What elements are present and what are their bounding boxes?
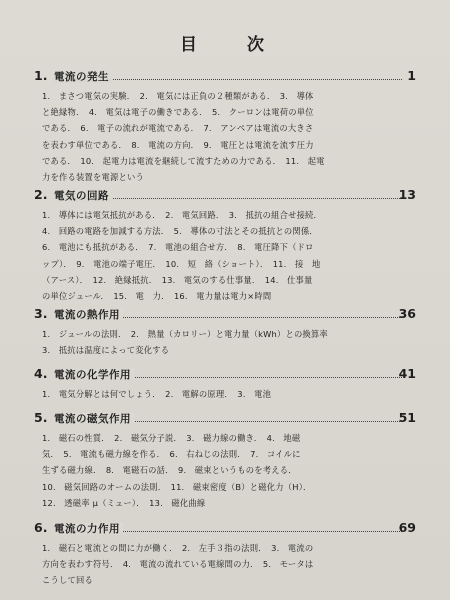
topic-line: 1. 磁石と電流との間に力が働く． 2. 左手３指の法則． 3. 電流の xyxy=(42,543,314,553)
section-number: 6. xyxy=(34,520,48,535)
section-topics xyxy=(42,207,416,304)
section-number: 5. xyxy=(34,410,48,425)
section-topics xyxy=(42,430,416,511)
topic-line: こうして回る xyxy=(42,575,93,586)
topic-line: 方向を表わす符号． 4. 電流の流れている電線間の力． 5. モータは xyxy=(42,559,314,570)
section-heading xyxy=(34,410,416,428)
topic-line: 12. 透磁率 μ（ミュー）． 13. 磁化曲線 xyxy=(42,497,206,508)
title-char-1: 目 xyxy=(180,35,203,55)
section-number: 3. xyxy=(34,306,48,321)
section-page-number: 41 xyxy=(398,366,416,381)
topic-line: 1. 導体には電気抵抗がある． 2. 電気回路． 3. 抵抗の組合せ接続． xyxy=(42,210,323,220)
topic-line: である． 10. 起電力は電流を継続して流すための力である． 11. 起電 xyxy=(42,155,325,166)
section-title: 電流の化学作用 xyxy=(54,369,134,381)
section-heading xyxy=(34,306,416,324)
toc-section-2 xyxy=(34,187,416,304)
section-number: 1. xyxy=(34,68,48,83)
section-title: 電気の回路 xyxy=(54,190,112,202)
section-title: 電流の力作用 xyxy=(54,523,123,535)
section-page-number: 13 xyxy=(398,187,416,202)
topic-line: 1. まさつ電気の実験． 2. 電気には正負の２種類がある． 3. 導体 xyxy=(42,91,314,101)
topic-line: 10. 磁気回路のオームの法則． 11. 磁束密度（B）と磁化力（H）． xyxy=(42,481,312,492)
section-page-number: 51 xyxy=(398,410,416,425)
section-page-number: 36 xyxy=(398,306,416,321)
topic-line: と絶縁物． 4. 電気は電子の働きである． 5. クーロンは電荷の単位 xyxy=(42,107,314,118)
section-heading xyxy=(34,68,416,86)
section-page-number: 1 xyxy=(407,68,416,83)
section-heading xyxy=(34,187,416,205)
section-topics xyxy=(42,326,416,358)
toc-section-1 xyxy=(34,68,416,185)
topic-line: 1. ジュールの法則． 2. 熱量（カロリー）と電力量（kWh）との換算率 xyxy=(42,329,328,339)
topic-line: 気． 5. 電流も磁力線を作る． 6. 右ねじの法則． 7. コイルに xyxy=(42,449,301,460)
topic-line: を表わす単位である． 8. 電流の方向． 9. 電圧とは電流を流す圧力 xyxy=(42,139,314,150)
toc-section-3 xyxy=(34,306,416,358)
section-heading xyxy=(34,520,416,538)
topic-line: 3. 抵抗は温度によって変化する xyxy=(42,345,170,356)
topic-line: ップ）． 9. 電池の端子電圧． 10. 短 絡（ショート）． 11. 接 地 xyxy=(42,258,321,269)
section-topics xyxy=(42,540,416,589)
topic-line: の単位ジュール． 15. 電 力． 16. 電力量は電力×時間 xyxy=(42,291,272,302)
toc-section-6 xyxy=(34,520,416,589)
section-page-number: 69 xyxy=(398,520,416,535)
section-number: 4. xyxy=(34,366,48,381)
topic-line: 1. 電気分解とは何でしょう． 2. 電解の原理． 3. 電池 xyxy=(42,389,272,399)
toc-section-5 xyxy=(34,410,416,511)
section-number: 2. xyxy=(34,187,48,202)
topic-line: 6. 電池にも抵抗がある． 7. 電池の組合せ方． 8. 電圧降下（ドロ xyxy=(42,242,314,253)
section-heading xyxy=(34,366,416,384)
topic-line: 力を作る装置を電源という xyxy=(42,172,144,183)
topic-line: 1. 磁石の性質． 2. 磁気分子説． 3. 磁力線の働き． 4. 地磁 xyxy=(42,433,301,443)
section-title: 電流の発生 xyxy=(54,71,112,83)
section-title: 電流の熱作用 xyxy=(54,309,123,321)
topic-line: である． 6. 電子の流れが電流である． 7. アンペアは電流の大きさ xyxy=(42,123,314,134)
page-title xyxy=(0,30,450,55)
topic-line: （アース）． 12. 絶縁抵抗． 13. 電気のする仕事量． 14. 仕事量 xyxy=(42,274,313,285)
section-title: 電流の磁気作用 xyxy=(54,413,134,425)
section-topics xyxy=(42,88,416,185)
toc-section-4 xyxy=(34,366,416,402)
section-topics xyxy=(42,386,416,402)
topic-line: 生ずる磁力線． 8. 電磁石の話． 9. 磁束というものを考える． xyxy=(42,465,297,476)
title-char-2: 次 xyxy=(247,35,270,55)
topic-line: 4. 回路の電路を加減する方法． 5. 導体の寸法とその抵抗との関係． xyxy=(42,226,318,237)
